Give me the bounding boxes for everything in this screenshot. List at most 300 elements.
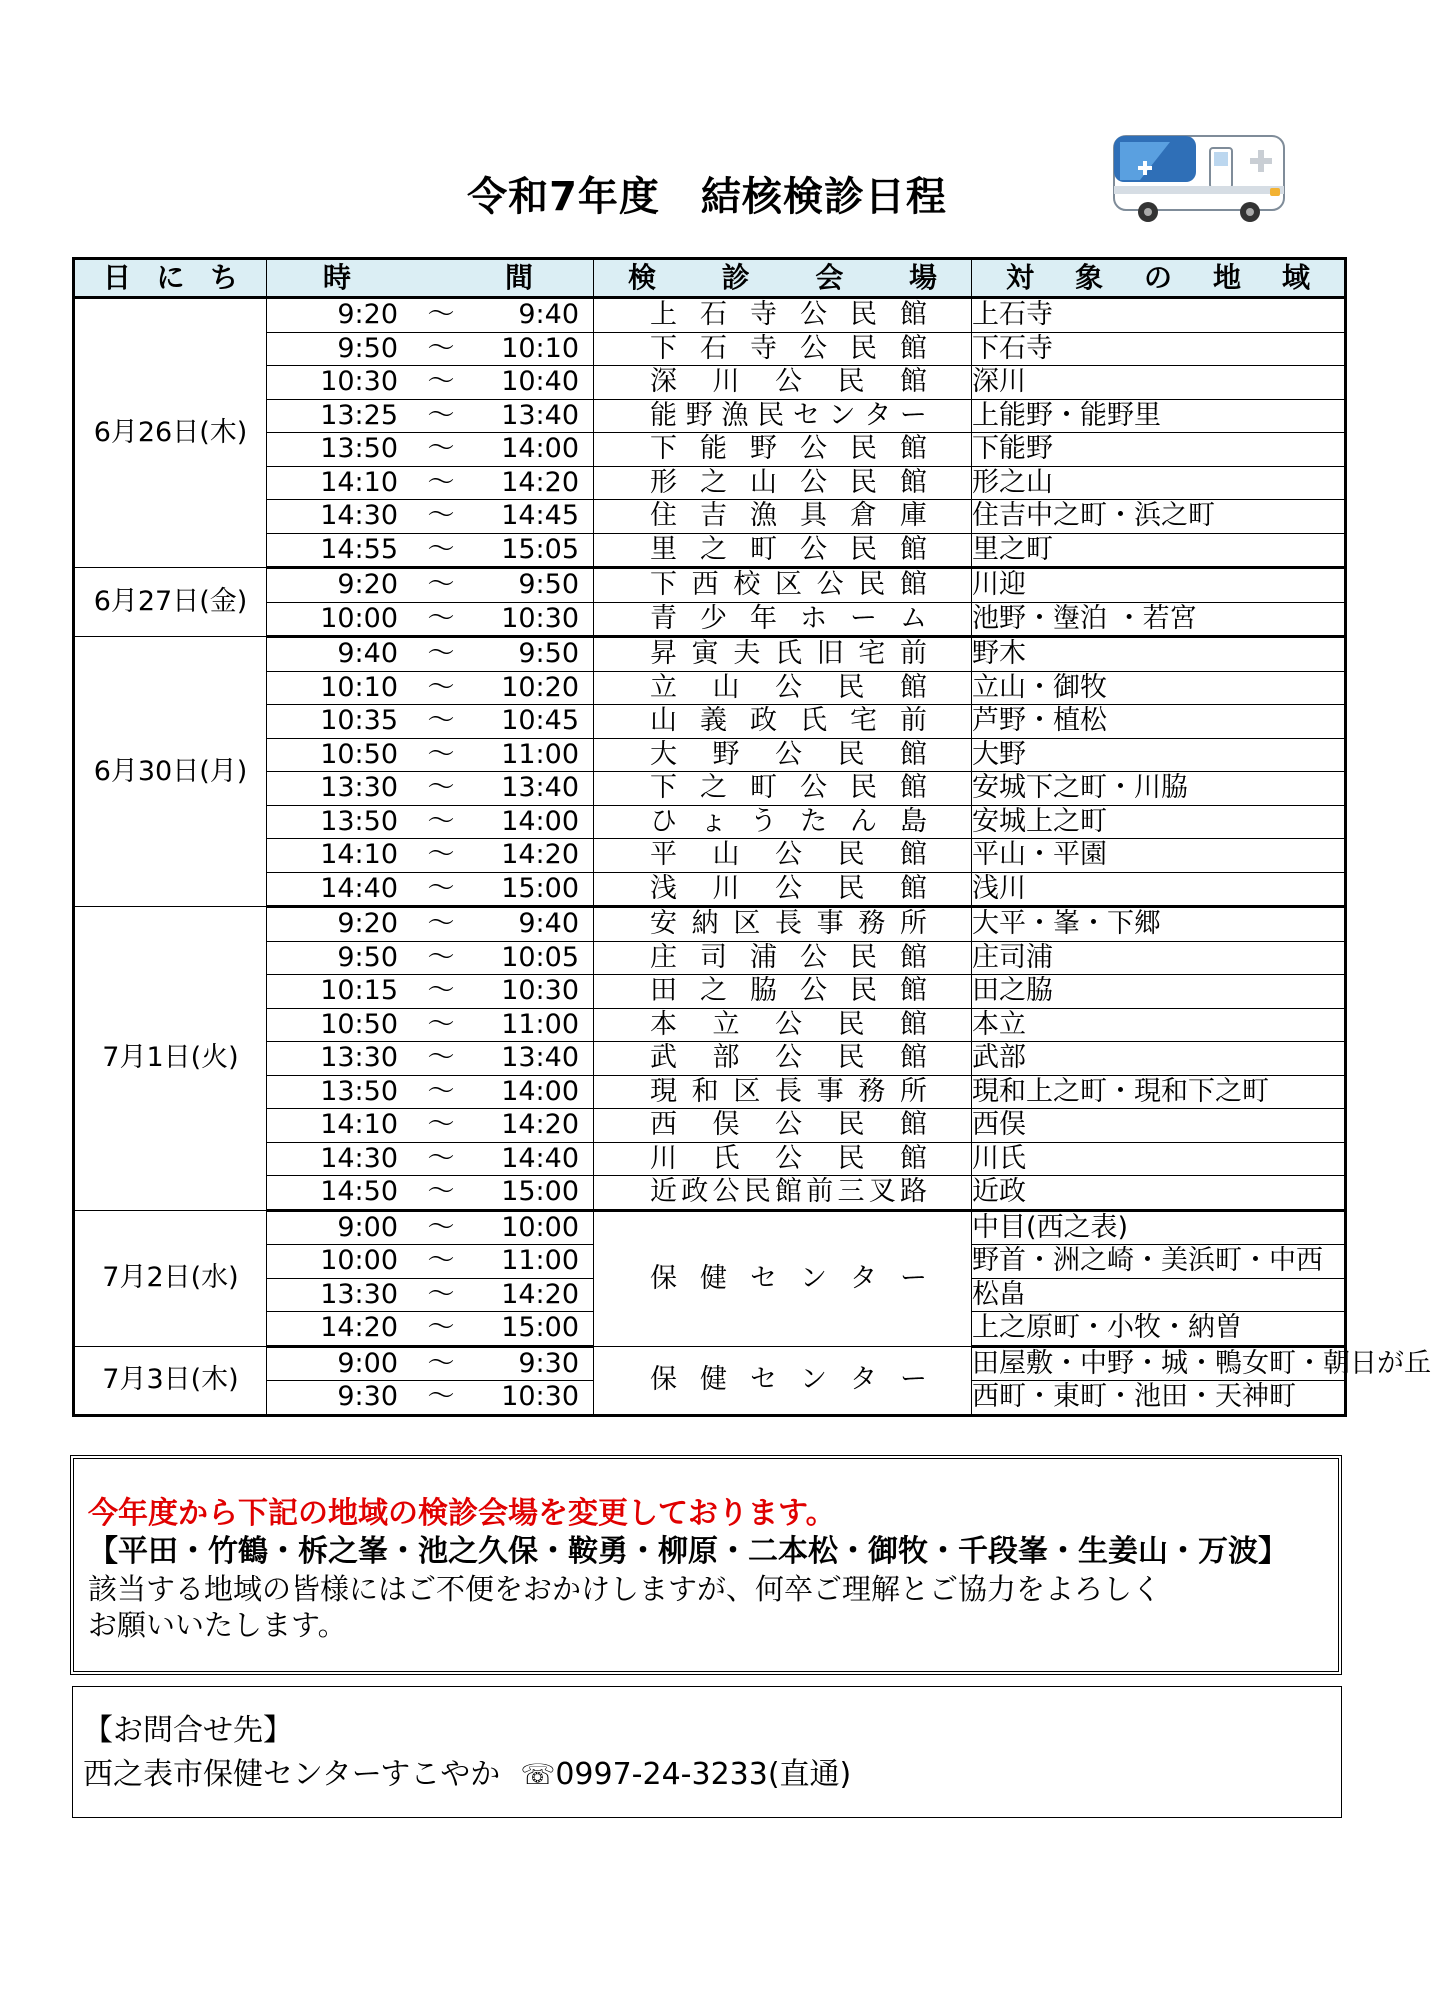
venue-char: 青	[650, 602, 677, 634]
venue-cell	[594, 705, 972, 739]
venue-cell	[594, 500, 972, 534]
venue-char: う	[750, 805, 777, 837]
area-cell: 里之町	[972, 533, 1346, 568]
venue-char: ん	[850, 805, 877, 837]
date-cell: 7月2日(水)	[74, 1210, 267, 1346]
time-cell	[267, 1142, 594, 1176]
date-cell: 6月26日(木)	[74, 298, 267, 568]
venue-char: 公	[800, 941, 827, 973]
end-time: 10:40	[501, 366, 579, 398]
notice-areas: 【平田・竹鶴・柝之峯・池之久保・鞍勇・柳原・二本松・御牧・千段峯・生姜山・万波】	[88, 1534, 1288, 1569]
time-cell	[267, 1109, 594, 1143]
area-cell: 深川	[972, 366, 1346, 400]
header-area-char: 域	[1281, 261, 1310, 294]
venue-char: 庄	[650, 941, 677, 973]
time-cell	[267, 738, 594, 772]
venue-name	[594, 1043, 971, 1073]
venue-char: 寺	[750, 332, 777, 364]
time-range	[267, 401, 593, 431]
venue-char: 民	[850, 533, 877, 565]
schedule-table	[72, 257, 1431, 1417]
area-cell: 武部	[972, 1042, 1346, 1076]
venue-name	[594, 401, 971, 431]
venue-char: 公	[800, 772, 827, 804]
notice-text-2: お願いいたします。	[88, 1608, 347, 1642]
start-time: 10:00	[320, 602, 398, 634]
contact-line	[83, 1753, 1331, 1797]
end-time: 13:40	[501, 399, 579, 431]
venue-char: 館	[900, 1042, 927, 1074]
time-range	[267, 1177, 593, 1207]
end-time: 9:40	[518, 908, 579, 940]
start-time: 13:50	[320, 433, 398, 465]
time-cell	[267, 602, 594, 637]
venue-char: ン	[800, 1262, 827, 1294]
venue-char: 健	[700, 1364, 727, 1395]
venue-char: 田	[650, 975, 677, 1007]
header-venue	[594, 259, 972, 298]
venue-name	[594, 807, 971, 837]
venue-char: 吉	[700, 500, 727, 532]
area-cell: 大平・峯・下郷	[972, 907, 1346, 942]
venue-char: 叉	[868, 1176, 896, 1208]
time-range	[267, 943, 593, 973]
header-venue-char: 診	[721, 261, 750, 294]
venue-char: 民	[850, 941, 877, 973]
time-range	[267, 740, 593, 770]
venue-char: 館	[900, 738, 927, 770]
table-row	[74, 1210, 1346, 1245]
venue-cell	[594, 366, 972, 400]
venue-char: ー	[900, 1262, 927, 1294]
start-time: 9:20	[337, 569, 398, 601]
header-venue-char: 検	[628, 261, 657, 294]
venue-char: 川	[650, 1142, 677, 1174]
time-range	[267, 334, 593, 364]
time-separator: ～	[427, 1347, 455, 1379]
venue-name	[594, 535, 971, 565]
venue-char: 庫	[900, 500, 927, 532]
table-row	[74, 298, 1346, 333]
venue-char: 氏	[774, 638, 802, 670]
venue-char: タ	[850, 1262, 877, 1294]
time-cell	[267, 705, 594, 739]
venue-char: 館	[900, 332, 927, 364]
venue-char: 公	[800, 433, 827, 465]
area-cell: 安城下之町・川脇	[972, 772, 1346, 806]
venue-name	[594, 1144, 971, 1174]
venue-name	[594, 1365, 971, 1395]
area-cell: 野首・洲之崎・美浜町・中西	[972, 1245, 1346, 1279]
contact-org: 西之表市保健センターすこやか	[83, 1757, 501, 1792]
venue-char: 民	[837, 1008, 865, 1040]
time-range	[267, 840, 593, 870]
end-time: 13:40	[501, 1042, 579, 1074]
area-cell: 川迎	[972, 568, 1346, 603]
venue-cell	[594, 533, 972, 568]
venue-char: セ	[750, 1262, 777, 1294]
area-cell: 川氏	[972, 1142, 1346, 1176]
venue-char: 前	[900, 705, 927, 737]
venue-name	[594, 367, 971, 397]
time-cell	[267, 872, 594, 907]
start-time: 14:40	[320, 872, 398, 904]
time-range	[267, 434, 593, 464]
time-cell	[267, 1312, 594, 1347]
time-cell	[267, 366, 594, 400]
venue-char: 公	[775, 1008, 802, 1040]
venue-char: 倉	[850, 500, 877, 532]
venue-char: ン	[828, 399, 856, 431]
venue-char: 夫	[733, 638, 761, 670]
venue-char: ホ	[800, 602, 827, 634]
venue-cell	[594, 671, 972, 705]
area-cell: 立山・御牧	[972, 671, 1346, 705]
venue-char: 下	[650, 332, 677, 364]
venue-char: 長	[774, 908, 802, 940]
venue-char: 義	[700, 705, 727, 737]
time-separator: ～	[427, 399, 455, 431]
venue-char: 本	[650, 1008, 677, 1040]
venue-char: セ	[750, 1364, 777, 1395]
venue-char: 石	[700, 332, 727, 364]
header-area-char: 対	[1006, 261, 1035, 294]
venue-char: 山	[712, 839, 740, 871]
venue-char: 館	[900, 772, 927, 804]
venue-char: 川	[712, 872, 740, 904]
venue-char: 民	[837, 839, 865, 871]
venue-name	[594, 570, 971, 600]
venue-char: 上	[650, 299, 677, 331]
start-time: 9:50	[337, 332, 398, 364]
venue-char: 民	[858, 569, 886, 601]
venue-char: 館	[900, 366, 927, 398]
time-separator: ～	[427, 1008, 455, 1040]
venue-cell	[594, 332, 972, 366]
venue-char: 寺	[750, 299, 777, 331]
date-cell: 6月27日(金)	[74, 568, 267, 637]
time-range	[267, 1313, 593, 1343]
venue-char: 石	[700, 299, 727, 331]
time-cell	[267, 772, 594, 806]
venue-char: 町	[750, 772, 777, 804]
venue-char: 民	[837, 366, 865, 398]
venue-char: 里	[650, 533, 677, 565]
venue-char: 司	[700, 941, 727, 973]
time-cell	[267, 1278, 594, 1312]
end-time: 10:45	[501, 705, 579, 737]
time-range	[267, 300, 593, 330]
venue-name	[594, 501, 971, 531]
venue-char: 町	[750, 533, 777, 565]
area-cell: 野木	[972, 637, 1346, 672]
venue-cell	[594, 975, 972, 1009]
time-range	[267, 367, 593, 397]
venue-char: 公	[712, 1176, 740, 1208]
end-time: 15:00	[501, 1176, 579, 1208]
time-separator: ～	[427, 1075, 455, 1107]
venue-char: 務	[858, 1075, 886, 1107]
venue-char: 健	[700, 1262, 727, 1294]
time-cell	[267, 298, 594, 333]
time-separator: ～	[427, 805, 455, 837]
venue-char: 能	[650, 399, 677, 431]
end-time: 9:40	[518, 299, 579, 331]
venue-char: 区	[733, 1075, 761, 1107]
venue-char: 旧	[816, 638, 844, 670]
end-time: 14:00	[501, 805, 579, 837]
end-time: 9:50	[518, 569, 579, 601]
venue-char: 現	[650, 1075, 677, 1107]
end-time: 14:20	[501, 1109, 579, 1141]
time-cell	[267, 907, 594, 942]
venue-cell	[594, 1176, 972, 1211]
venue-char: 民	[850, 299, 877, 331]
venue-char: ン	[800, 1364, 827, 1395]
start-time: 13:30	[320, 1278, 398, 1310]
venue-char: 館	[900, 466, 927, 498]
time-cell	[267, 568, 594, 603]
time-separator: ～	[427, 366, 455, 398]
venue-char: 民	[837, 1109, 865, 1141]
header-date-char: に	[156, 261, 185, 294]
end-time: 10:20	[501, 671, 579, 703]
date-cell: 6月30日(月)	[74, 637, 267, 907]
venue-name	[594, 604, 971, 634]
start-time: 14:20	[320, 1312, 398, 1344]
end-time: 14:45	[501, 500, 579, 532]
venue-char: 民	[743, 1176, 771, 1208]
time-range	[267, 570, 593, 600]
start-time: 10:10	[320, 671, 398, 703]
venue-char: 下	[650, 433, 677, 465]
venue-cell	[594, 1109, 972, 1143]
venue-char: 納	[691, 908, 719, 940]
venue-char: 民	[837, 738, 865, 770]
end-time: 14:20	[501, 466, 579, 498]
venue-char: 公	[800, 299, 827, 331]
venue-char: 山	[750, 466, 777, 498]
header-area-char: 象	[1074, 261, 1103, 294]
time-separator: ～	[427, 1042, 455, 1074]
venue-char: た	[800, 805, 827, 837]
time-range	[267, 1077, 593, 1107]
venue-char: 公	[775, 671, 802, 703]
venue-char: 川	[712, 366, 740, 398]
time-separator: ～	[427, 975, 455, 1007]
end-time: 10:30	[501, 975, 579, 1007]
area-cell: 大野	[972, 738, 1346, 772]
start-time: 14:10	[320, 466, 398, 498]
time-range	[267, 535, 593, 565]
header-area-char: の	[1143, 261, 1172, 294]
venue-name	[594, 773, 971, 803]
venue-char: 之	[700, 772, 727, 804]
start-time: 10:15	[320, 975, 398, 1007]
time-cell	[267, 332, 594, 366]
venue-char: 近	[650, 1176, 677, 1208]
end-time: 14:00	[501, 433, 579, 465]
venue-char: 館	[775, 1176, 802, 1208]
notice-heading: 今年度から下記の地域の検診会場を変更しております。	[88, 1496, 836, 1531]
venue-char: 昇	[650, 638, 677, 670]
venue-char: ム	[900, 602, 927, 634]
time-separator: ～	[427, 332, 455, 364]
area-cell: 平山・平園	[972, 839, 1346, 873]
area-cell: 住吉中之町・浜之町	[972, 500, 1346, 534]
area-cell: 下能野	[972, 433, 1346, 467]
time-cell	[267, 1176, 594, 1211]
venue-char: 深	[650, 366, 677, 398]
venue-name	[594, 1110, 971, 1140]
venue-char: 館	[900, 299, 927, 331]
venue-char: 野	[712, 738, 740, 770]
time-range	[267, 706, 593, 736]
venue-name	[594, 740, 971, 770]
time-separator: ～	[427, 908, 455, 940]
venue-char: 館	[900, 941, 927, 973]
venue-char: 下	[650, 569, 677, 601]
venue-char: 能	[700, 433, 727, 465]
start-time: 10:00	[320, 1245, 398, 1277]
end-time: 10:05	[501, 941, 579, 973]
venue-char: ー	[900, 1364, 927, 1395]
time-separator: ～	[427, 500, 455, 532]
venue-char: 公	[775, 1109, 802, 1141]
venue-char: 公	[775, 738, 802, 770]
time-range	[267, 1144, 593, 1174]
venue-char: 之	[700, 466, 727, 498]
venue-name	[594, 468, 971, 498]
venue-char: 民	[837, 671, 865, 703]
time-separator: ～	[427, 1176, 455, 1208]
venue-char: 宅	[858, 638, 886, 670]
area-cell: 芦野・植松	[972, 705, 1346, 739]
start-time: 9:30	[337, 1381, 398, 1413]
venue-char: 具	[800, 500, 827, 532]
venue-char: 民	[837, 872, 865, 904]
time-range	[267, 1010, 593, 1040]
venue-char: 事	[816, 1075, 844, 1107]
time-separator: ～	[427, 872, 455, 904]
page-title: 令和7年度 結核検診日程	[467, 174, 947, 220]
end-time: 10:00	[501, 1211, 579, 1243]
venue-name	[594, 976, 971, 1006]
venue-char: 公	[816, 569, 844, 601]
venue-char: 下	[650, 772, 677, 804]
time-cell	[267, 1210, 594, 1245]
time-range	[267, 468, 593, 498]
venue-char: 長	[774, 1075, 802, 1107]
end-time: 9:50	[518, 638, 579, 670]
end-time: 14:20	[501, 839, 579, 871]
start-time: 9:50	[337, 941, 398, 973]
time-separator: ～	[427, 533, 455, 565]
venue-char: 之	[700, 975, 727, 1007]
venue-char: 区	[774, 569, 802, 601]
venue-name	[594, 706, 971, 736]
table-header-row	[74, 259, 1346, 298]
time-cell	[267, 433, 594, 467]
area-cell: 安城上之町	[972, 805, 1346, 839]
venue-cell	[594, 907, 972, 942]
start-time: 10:30	[320, 366, 398, 398]
time-separator: ～	[427, 466, 455, 498]
time-separator: ～	[427, 299, 455, 331]
venue-char: 年	[750, 602, 777, 634]
time-cell	[267, 839, 594, 873]
venue-char: 前	[806, 1176, 834, 1208]
time-separator: ～	[427, 772, 455, 804]
header-area-char: 地	[1212, 261, 1241, 294]
start-time: 9:40	[337, 638, 398, 670]
area-cell: 田之脇	[972, 975, 1346, 1009]
venue-char: 前	[899, 638, 927, 670]
venue-char: 立	[712, 1008, 740, 1040]
venue-char: 三	[837, 1176, 865, 1208]
notice-text: 該当する地域の皆様にはご不便をおかけしますが、何卒ご理解とご協力をよろしく	[88, 1572, 1162, 1606]
area-cell: 上石寺	[972, 298, 1346, 333]
date-cell: 7月1日(火)	[74, 907, 267, 1211]
venue-char: 民	[837, 1142, 865, 1174]
area-cell: 池野・塰泊 ・若宮	[972, 602, 1346, 637]
venue-cell	[594, 872, 972, 907]
time-cell	[267, 1042, 594, 1076]
venue-cell	[594, 738, 972, 772]
venue-char: 館	[900, 1142, 927, 1174]
venue-char: 公	[800, 466, 827, 498]
venue-cell	[594, 399, 972, 433]
start-time: 13:30	[320, 1042, 398, 1074]
area-cell: 現和上之町・現和下之町	[972, 1075, 1346, 1109]
time-separator: ～	[427, 738, 455, 770]
time-range	[267, 773, 593, 803]
time-separator: ～	[427, 1245, 455, 1277]
venue-char: 館	[900, 433, 927, 465]
start-time: 13:30	[320, 772, 398, 804]
start-time: 10:50	[320, 1008, 398, 1040]
venue-name	[594, 434, 971, 464]
area-cell: 形之山	[972, 466, 1346, 500]
venue-char: 保	[650, 1364, 677, 1395]
time-separator: ～	[427, 1142, 455, 1174]
area-cell: 西俣	[972, 1109, 1346, 1143]
venue-char: 路	[900, 1176, 927, 1208]
venue-cell	[594, 941, 972, 975]
header-time	[267, 259, 594, 298]
venue-char: 館	[900, 1008, 927, 1040]
end-time: 11:00	[501, 1245, 579, 1277]
end-time: 14:20	[501, 1278, 579, 1310]
venue-char: 氏	[800, 705, 827, 737]
venue-char: タ	[864, 399, 892, 431]
phone-icon: ☏	[520, 1758, 556, 1791]
start-time: 13:50	[320, 805, 398, 837]
venue-char: 西	[691, 569, 719, 601]
table-row	[74, 907, 1346, 942]
venue-char: 公	[775, 366, 802, 398]
table-row	[74, 568, 1346, 603]
start-time: 13:25	[320, 399, 398, 431]
venue-name	[594, 1010, 971, 1040]
end-time: 11:00	[501, 738, 579, 770]
venue-char: 俣	[712, 1109, 740, 1141]
end-time: 15:00	[501, 872, 579, 904]
table-row	[74, 637, 1346, 672]
time-cell	[267, 637, 594, 672]
time-cell	[267, 1346, 594, 1381]
venue-char: 民	[850, 433, 877, 465]
